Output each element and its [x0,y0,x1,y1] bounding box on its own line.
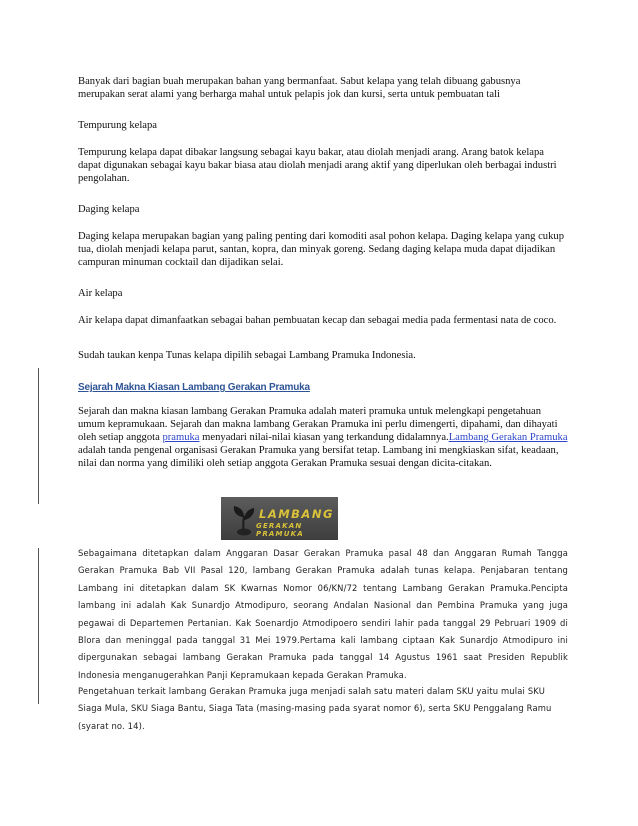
paragraph-sejarah [78,405,568,470]
paragraph-sebagaimana: Sebagaimana ditetapkan dalam Anggaran Dasar Gerakan Pramuka pasal 48 dan Anggaran Rumah Tangga Gerakan Pramuka Bab VII Pasal 120, lambang Gerakan Pramuka adalah tunas kelapa. Penjabaran tentang Lambang ini ditetapkan dalam SK Kwarnas Nomor 06/KN/72 tentang Lambang Gerakan Pramuka.Pencipta lambang ini adalah Kak Sunardjo Atmodipuro, seorang Andalan Nasional dan Pembina Pramuka yang juga pegawai di Departemen Pertanian. Kak Soenardjo Atmodipoero sendiri lahir pada tanggal 29 Pebruari 1909 di Blora dan meninggal pada tanggal 31 Mei 1979.Pertama kali lambang ciptaan Kak Sunardjo Atmodipuro ini dipergunakan sebagai lambang Gerakan Pramuka pada tanggal 14 Agustus 1961 saat Presiden Republik Indonesia menganugerahkan Panji Kepramukaan kepada Gerakan Pramuka. [78,548,568,680]
paragraph-sudah: Sudah taukan kenpa Tunas kelapa dipilih sebagai Lambang Pramuka Indonesia. [78,350,416,361]
paragraph-air: Air kelapa dapat dimanfaatkan sebagai bahan pembuatan kecap dan sebagai media pada fermentasi nata de coco. [78,315,557,326]
section-heading[interactable] [78,377,568,395]
heading-daging: Daging kelapa [78,204,140,215]
sejarah-text-1: Sejarah dan makna kiasan lambang Gerakan Pramuka adalah materi pramuka untuk melengkapi pengetahuan umum kepramukaan. Sejarah dan makna lambang Gerakan Pramuka ini perlu dimengerti, dipahami, dan dihayati oleh setiap anggota [78,406,558,443]
sejarah-text-2: menyadari nilai-nilai kiasan yang terkandung didalamnya. [199,432,449,443]
pramuka-link[interactable]: pramuka [162,432,200,443]
logo-text-gerakan-pramuka: GERAKAN PRAMUKA [256,522,304,538]
margin-bar-lower [38,548,39,704]
logo-text-lambang: LAMBANG [259,507,334,521]
margin-bar [38,368,39,504]
paragraph-tempurung: Tempurung kelapa dapat dibakar langsung sebagai kayu bakar, atau diolah menjadi arang. Arang batok kelapa dapat digunakan sebagai kayu bakar biasa atau diolah menjadi arang aktif yang diperlukan oleh berbagai industri pengolahan. [78,147,557,184]
lambang-logo-image [221,497,338,540]
coconut-sprout-icon [231,502,257,536]
sejarah-text-3: adalah tanda pengenal organisasi Gerakan Pramuka yang bersifat tetap. Lambang ini mengkiaskan sifat, keadaan, nilai dan norma yang dimiliki oleh setiap anggota Gerakan Pramuka sesuai dengan dicita-citakan. [78,445,559,469]
paragraph-sabut: Banyak dari bagian buah merupakan bahan yang bermanfaat. Sabut kelapa yang telah dibuang gabusnya merupakan serat alami yang berharga mahal untuk pelapis jok dan kursi, serta untuk pembuatan tali [78,76,521,100]
paragraph-daging: Daging kelapa merupakan bagian yang paling penting dari komoditi asal pohon kelapa. Daging kelapa yang cukup tua, diolah menjadi kelapa parut, santan, kopra, dan minyak goreng. Sedang daging kelapa muda dapat dijadikan campuran minuman cocktail dan dijadikan selai. [78,231,564,268]
heading-tempurung: Tempurung kelapa [78,120,157,131]
lambang-gerakan-pramuka-link[interactable]: Lambang Gerakan Pramuka [448,432,568,443]
section-heading-link[interactable]: Sejarah Makna Kiasan Lambang Gerakan Pramuka [78,382,310,393]
paragraph-pengetahuan: Pengetahuan terkait lambang Gerakan Pramuka juga menjadi salah satu materi dalam SKU yaitu mulai SKU Siaga Mula, SKU Siaga Bantu, Siaga Tata (masing-masing pada syarat nomor 6), serta SKU Penggalang Ramu (syarat no. 14). [78,686,552,731]
heading-air: Air kelapa [78,288,123,299]
